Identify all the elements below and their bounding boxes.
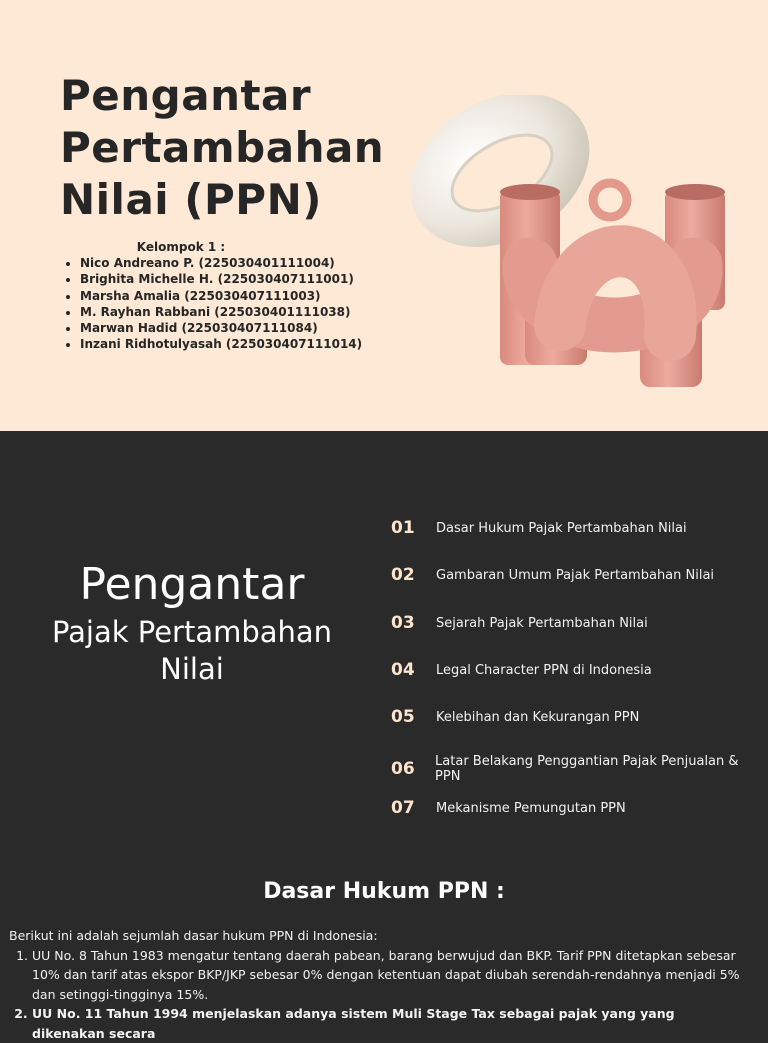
slide-title	[60, 70, 384, 226]
legal-basis-list	[9, 946, 749, 1043]
decorative-3d-shapes-image	[400, 95, 740, 405]
legal-basis-slide	[0, 851, 768, 1024]
toc-number: 07	[391, 798, 436, 818]
legal-basis-item: 1. UU No. 8 Tahun 1983 mengatur tentang daerah pabean, barang berwujud dan BKP. Tarif PPN ditetapkan sebesar 10% dan tarif atas ekspor BKP/JKP sebesar 0% dengan ketentuan dapat diubah serendah-rendahnya menjadi 5% dan setinggi-tingginya 15%.	[32, 946, 749, 1005]
member-item: • Inzani Ridhotulyasah (225030407111014)	[80, 336, 396, 352]
toc-item	[391, 707, 639, 727]
toc-item	[391, 798, 626, 818]
agenda-subtitle-line: Pajak Pertambahan	[0, 614, 384, 651]
pipe-shape	[500, 183, 725, 387]
group-members	[66, 240, 396, 353]
toc-label: Legal Character PPN di Indonesia	[436, 663, 652, 678]
toc-label: Sejarah Pajak Pertambahan Nilai	[436, 616, 648, 631]
legal-basis-item: 2. UU No. 11 Tahun 1994 menjelaskan adanya sistem Muli Stage Tax sebagai pajak yang yang dikenakan secara	[32, 1004, 749, 1043]
member-item: • Marsha Amalia (225030407111003)	[80, 288, 396, 304]
toc-number: 05	[391, 707, 436, 727]
toc-label: Gambaran Umum Pajak Pertambahan Nilai	[436, 568, 714, 583]
toc-number: 03	[391, 613, 436, 633]
toc-item	[391, 660, 652, 680]
title-slide	[0, 0, 768, 431]
toc-number: 02	[391, 565, 436, 585]
toc-number: 06	[391, 759, 435, 779]
toc-item	[391, 518, 687, 538]
member-item: • Marwan Hadid (225030407111084)	[80, 320, 396, 336]
toc-label: Dasar Hukum Pajak Pertambahan Nilai	[436, 521, 687, 536]
toc-item	[391, 565, 714, 585]
member-item: • M. Rayhan Rabbani (225030401111038)	[80, 304, 396, 320]
member-list	[66, 255, 396, 353]
toc-number: 01	[391, 518, 436, 538]
legal-basis-title: Dasar Hukum PPN :	[0, 879, 768, 904]
agenda-title: Pengantar	[0, 559, 384, 611]
toc-label: Latar Belakang Penggantian Pajak Penjualan & PPN	[435, 754, 761, 784]
legal-basis-intro: Berikut ini adalah sejumlah dasar hukum PPN di Indonesia:	[9, 926, 749, 946]
legal-basis-body	[9, 926, 749, 1043]
agenda-slide	[0, 431, 768, 851]
toc-label: Kelebihan dan Kekurangan PPN	[436, 710, 639, 725]
member-item: • Brighita Michelle H. (225030407111001)	[80, 271, 396, 287]
slide-title-line: Nilai (PPN)	[60, 174, 384, 226]
agenda-subtitle-line: Nilai	[0, 651, 384, 688]
group-label: Kelompok 1 :	[66, 240, 296, 254]
slide-title-line: Pengantar	[60, 70, 384, 122]
toc-number: 04	[391, 660, 436, 680]
toc-item	[391, 613, 648, 633]
toc-item	[391, 754, 761, 784]
slide-title-line: Pertambahan	[60, 122, 384, 174]
toc-label: Mekanisme Pemungutan PPN	[436, 801, 626, 816]
member-item: • Nico Andreano P. (225030401111004)	[80, 255, 396, 271]
agenda-subtitle	[0, 614, 384, 688]
